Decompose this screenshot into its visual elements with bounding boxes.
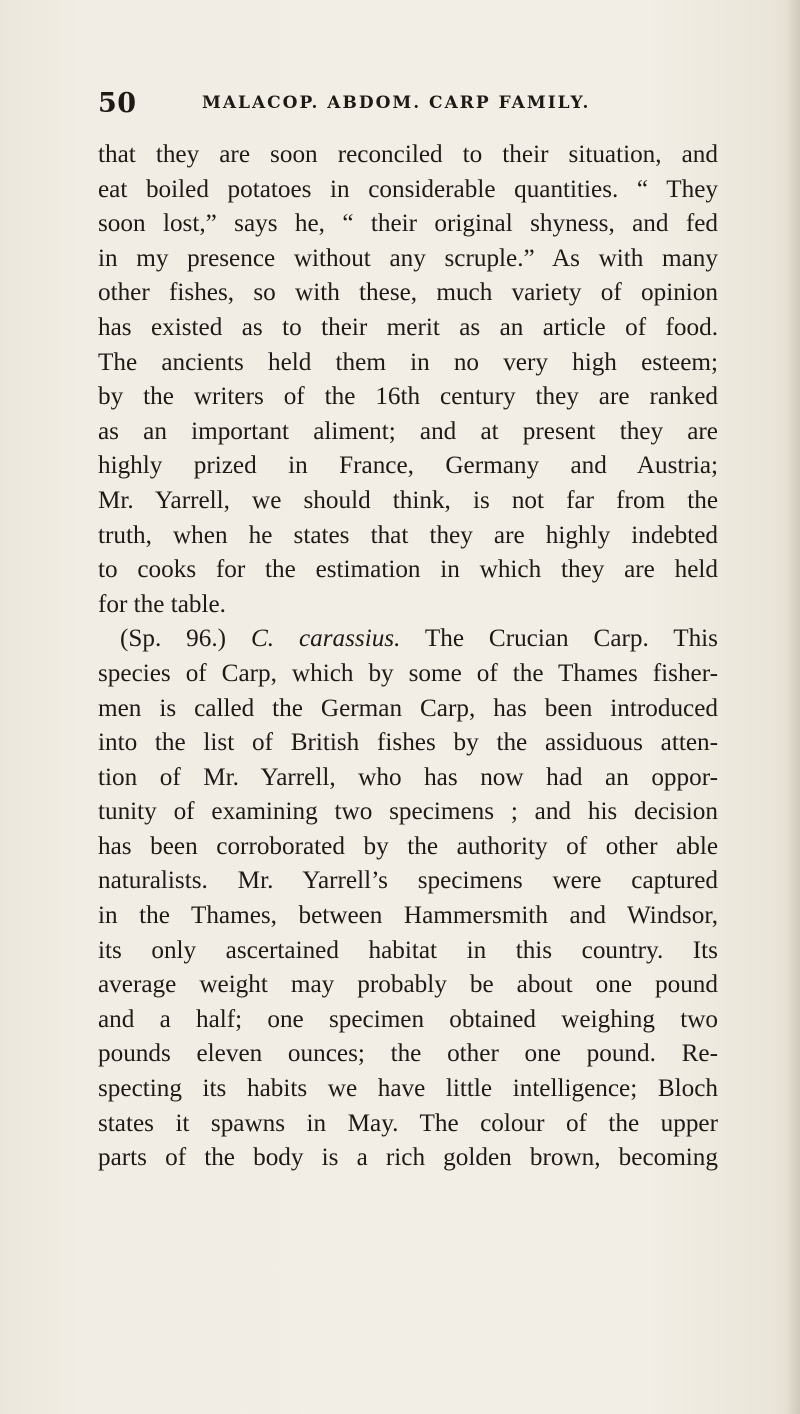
body-text xyxy=(98,138,718,1176)
text-line: specting its habits we have little intelligence; Bloch xyxy=(98,1075,718,1103)
page-edge-shadow xyxy=(786,0,800,1414)
page-number: 50 xyxy=(98,88,137,119)
text-line: for the table. xyxy=(98,590,226,618)
text-line: average weight may probably be about one pound xyxy=(98,971,718,999)
text-line: by the writers of the 16th century they are ranked xyxy=(98,383,718,411)
text-line: other fishes, so with these, much variety of opinion xyxy=(98,279,718,307)
text-line: naturalists. Mr. Yarrell’s specimens were captured xyxy=(98,867,718,895)
text-line: Mr. Yarrell, we should think, is not far from the xyxy=(98,486,718,514)
text-line: has been corroborated by the authority of other able xyxy=(98,832,718,860)
text-line: men is called the German Carp, has been introduced xyxy=(98,694,718,722)
text-line: into the list of British fishes by the assiduous atten- xyxy=(98,729,718,757)
text-line: highly prized in France, Germany and Austria; xyxy=(98,452,718,480)
text-line: as an important aliment; and at present they are xyxy=(98,417,718,445)
text-line: tion of Mr. Yarrell, who has now had an oppor- xyxy=(98,763,718,791)
text-line: pounds eleven ounces; the other one pound. Re- xyxy=(98,1040,718,1068)
running-head: MALACOP. ABDOM. CARP FAMILY. xyxy=(202,93,591,113)
text-line: species of Carp, which by some of the Thames fisher- xyxy=(98,659,718,687)
text-line: tunity of examining two specimens ; and his decision xyxy=(98,798,718,826)
text-line: in the Thames, between Hammersmith and Windsor, xyxy=(98,902,718,930)
text-line: parts of the body is a rich golden brown, becoming xyxy=(98,1144,718,1172)
text-line: (Sp. 96.) C. carassius. The Crucian Carp. This xyxy=(120,625,718,653)
text-line: states it spawns in May. The colour of the upper xyxy=(98,1109,718,1137)
text-line: to cooks for the estimation in which they are held xyxy=(98,556,718,584)
species-name: C. carassius. xyxy=(250,625,401,653)
text-line: eat boiled potatoes in considerable quantities. “ They xyxy=(98,175,718,203)
text-line: and a half; one specimen obtained weighing two xyxy=(98,1005,718,1033)
text-line: has existed as to their merit as an article of food. xyxy=(98,313,718,341)
text-line: its only ascertained habitat in this country. Its xyxy=(98,936,718,964)
text-line: that they are soon reconciled to their situation, and xyxy=(98,141,718,168)
text-line: truth, when he states that they are highly indebted xyxy=(98,521,718,549)
text-line: in my presence without any scruple.” As with many xyxy=(98,244,718,272)
page-header xyxy=(98,88,718,128)
text-line: soon lost,” says he, “ their original shyness, and fed xyxy=(98,210,718,238)
text-line: The ancients held them in no very high esteem; xyxy=(98,348,718,376)
